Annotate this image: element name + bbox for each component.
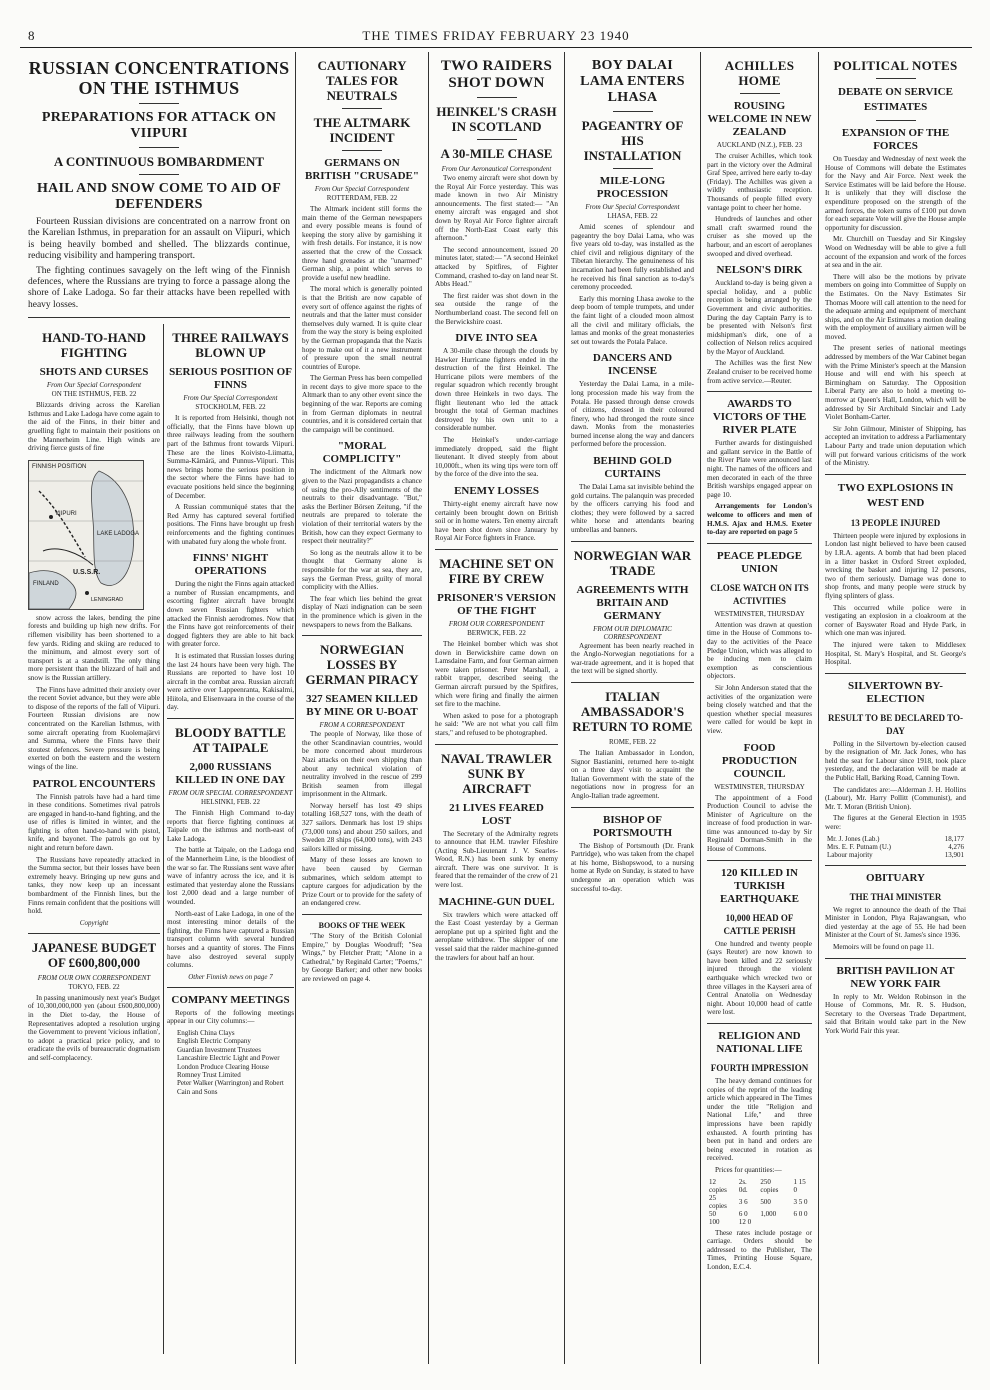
- headline: MACHINE SET ON FIRE BY CREW: [439, 555, 554, 586]
- section-head: DIVE INTO SEA: [455, 332, 538, 345]
- table-cell: 1 15 0: [793, 1177, 806, 1194]
- price-table: [707, 1178, 812, 1226]
- dateline: LHASA, FEB. 22: [607, 212, 658, 220]
- paragraph: Amid scenes of splendour and pageantry the boy Dalai Lama, who was five years old to-day, was installed as the chief civil and religious dignitary of the Tibetan hierarchy. The genuineness of his incarnation had been fully established and he received his final sanction as to-day's ceremony proceeded.: [571, 223, 694, 292]
- paragraph: The Bishop of Portsmouth (Dr. Frank Partridge), who was taken from the chapel at his home, Bishopswood, to a nursing home at Ryde on Sunday, is stated to have undergone an operation which was successful to-day.: [571, 841, 694, 893]
- dateline: ROME, FEB. 22: [608, 738, 657, 746]
- paragraph: The present series of national meetings addressed by members of the War Cabinet began with the Prime Minister's speech at the Mansion House and will end with his speech at Birmingham on Saturday. The Opposition Liberal Party are also to hold a meeting to-morrow at Queen's Hall, London, which will be addressed by Sir Archibald Sinclair and Lady Violet Bonham-Carter.: [825, 344, 966, 422]
- headline: CAUTIONARY TALES FOR NEUTRALS: [317, 58, 407, 103]
- paragraph: Yesterday the Dalai Lama, in a mile-long procession made his way from the Potala. He passed through dense crowds of citizens, dressed in their coloured finery, who had thronged the route since dawn. Monks from the monasteries burned incense along the way and dancers performed before the procession.: [571, 380, 694, 449]
- article-two-raiders: [431, 52, 562, 1364]
- paragraph: Two enemy aircraft were shot down by the Royal Air Force yesterday. This was made known in two Air Ministry announcements. The first stated:— "An enemy aircraft was engaged and shot down by Royal Air Force fighter aircraft off the North-East Coast early this afternoon.": [435, 174, 558, 243]
- section-head: EXPANSION OF THE FORCES: [841, 127, 950, 152]
- map-label: VIIPURI: [55, 510, 77, 517]
- table-row: [825, 851, 966, 859]
- headline: RUSSIAN CONCENTRATIONS ON THE ISTHMUS: [28, 58, 290, 98]
- column-rule: [818, 52, 819, 1364]
- subheadline: THE ALTMARK INCIDENT: [313, 115, 411, 145]
- paragraph: The fear which lies behind the great display of Nazi indignation can be seen in the prominence which is given in the newspapers to news from the Balkans.: [302, 594, 422, 629]
- subheadline: HEINKEL'S CRASH IN SCOTLAND: [436, 104, 557, 134]
- paragraph: Norway herself has lost 49 ships totalling 168,527 tons, with the death of 327 sailors. Denmark has lost 19 ships (73,000 tons) and about 250 sailors, and Sweden 28 ships (64,000 tons), with 243 sailors killed or missing.: [302, 801, 422, 853]
- subheadline: PRISONER'S VERSION OF THE FIGHT: [437, 591, 556, 617]
- headline: OBITUARY: [866, 871, 925, 884]
- divider: [302, 914, 422, 915]
- masthead: [20, 26, 972, 48]
- paragraph: The Italian Ambassador in London, Signor Bastianini, returned here to-night on a three days' visit to acquaint the Italian Government with the state of the negotiations now in progress for an Anglo-Italian trade agreement.: [571, 749, 694, 800]
- headline: HAND-TO-HAND FIGHTING: [42, 330, 146, 361]
- paragraph: Prices for quantities:—: [715, 1165, 782, 1174]
- dateline: ROTTERDAM, FEB. 22: [326, 194, 398, 202]
- dateline: WESTMINSTER, THURSDAY: [714, 609, 805, 618]
- table-cell: 12 copies: [709, 1177, 727, 1194]
- divider: [167, 987, 294, 988]
- paragraph: The first raider was shot down in the sea outside the range of the Northumberland coast. The second fell on the Berwickshire coast.: [435, 291, 558, 326]
- column-rule: [700, 52, 701, 1364]
- paragraph: So long as the neutrals allow it to be thought that Germany alone is responsible for the war at sea, they are, says the German Press, guilty of moral complicity with the Allies.: [302, 548, 422, 592]
- table-cell: 1,000: [760, 1209, 777, 1218]
- paragraph: We regret to announce the death of the Thai Minister in London, Phya Rajawangsan, who died yesterday at the age of 55. He had been Minister at the Court of St. James's since 1936.: [825, 905, 966, 940]
- table-cell: 25 copies: [709, 1193, 727, 1210]
- company-list: [177, 1029, 294, 1096]
- headline: FOOD PRODUCTION COUNCIL: [721, 741, 798, 780]
- subheadline: A CONTINUOUS BOMBARDMENT: [53, 154, 265, 169]
- subheadline: RESULT TO BE DECLARED TO-DAY: [828, 712, 963, 736]
- list-item: Lancashire Electric Light and Power: [177, 1054, 280, 1063]
- divider: [613, 168, 653, 169]
- headline: BOY DALAI LAMA ENTERS LHASA: [580, 58, 685, 105]
- headline: BLOODY BATTLE AT TAIPALE: [175, 725, 286, 756]
- table-cell: 6 0 0: [793, 1209, 808, 1218]
- list-item: Romney Trust Limited: [177, 1070, 241, 1079]
- divider: [435, 549, 558, 550]
- subheadline: SHOTS AND CURSES: [39, 366, 149, 379]
- paragraph: It is reported from Helsinki, though not officially, that the Finns have blown up three railways leading from the southern part of the Isthmus front towards Viipuri. These are the lines Koivisto-Liimatta, Summa-Kämärä, and Punnus-Viipuri. This news brings home the serious position in the sector where the Finns have had to evacuate positions held since the beginning of December.: [167, 414, 294, 500]
- list-item: English Electric Company: [177, 1037, 251, 1046]
- divider: [740, 93, 780, 94]
- map-label: LAKE LADOGA: [97, 530, 140, 537]
- headline: RELIGION AND NATIONAL LIFE: [716, 1030, 803, 1055]
- section-head: "MORAL COMPLICITY": [322, 440, 402, 466]
- subheadline: CLOSE WATCH ON ITS ACTIVITIES: [710, 582, 809, 606]
- table-cell: 100: [709, 1217, 720, 1226]
- dateline: TOKYO, FEB. 22: [68, 982, 120, 991]
- paragraph: The injured were taken to Middlesex Hospital, St. Mary's Hospital, and St. George's Hospital.: [825, 640, 966, 667]
- paragraph: The candidates are:—Alderman J. H. Hollins (Labour), Mr. Harry Pollitt (Communist), and Mr. T. Moran (British Union).: [825, 785, 966, 811]
- byline: FROM OUR OWN CORRESPONDENT: [37, 973, 151, 982]
- paragraph: The second announcement, issued 20 minutes later, stated:— "A second Heinkel attacked by Spitfires, of Fighter Command, crashed to-day on land near St. Abbs Head.": [435, 245, 558, 289]
- list-item: London Produce Clearing House: [177, 1062, 269, 1071]
- masthead-rule: [20, 47, 972, 48]
- map-label: FINNISH POSITION: [32, 463, 87, 470]
- paragraph: The appointment of a Food Production Council to advise the Minister of Agriculture on the increase of food production in war-time was announced to-day by Sir Reginald Dorman-Smith in the House of Commons.: [707, 793, 812, 854]
- divider: [825, 865, 966, 866]
- paragraph: "The Story of the British Colonial Empire," by Douglas Woodruff; "Sea Wings," by Fletcher Pratt; "Alone in a Cathedral," by Reginald Carter; "Poems," by George Barker; and other new books are reviewed on page 4.: [302, 932, 422, 983]
- paragraph: Sir John Anderson stated that the activities of the organization were being closely watched and that the question whether special measures were called for would be kept in view.: [707, 683, 812, 735]
- paragraph: In passing unanimously next year's Budget of 10,300,000,000 yen (about £600,800,000) in the Diet to-day, the House of Representatives adopted a resolution urging the Government to prevent 'vicious inflation', to adopt a practical price policy, and to eradicate the evils of bureaucratic dogmatism and self-complacency.: [28, 993, 160, 1062]
- table-cell: [791, 1218, 812, 1226]
- paragraph: In reply to Mr. Weldon Robinson in the House of Commons, Mr. R. S. Hudson, Secretary to the Overseas Trade Department, said that Britain would take part in the New York World Fair this year.: [825, 992, 966, 1035]
- table-cell: [758, 1218, 791, 1226]
- byline: FROM A CORRESPONDENT: [319, 721, 405, 730]
- paragraph: Thirteen people were injured by explosions in London last night believed to have been caused by I.R.A. agents. A bomb that had been placed in a litter basket in Oxford Street exploded, wrecking the basket and injuring 12 persons, two of them seriously. Damage was done to shop fronts, and many people were struck by flying splinters of glass.: [825, 531, 966, 600]
- paragraph: During the night the Finns again attacked a number of Russian encampments, and escorting fighter aircraft have brought down seven Russian fighters which attacked the Finnish aerodromes. Now that the Finns have got reinforcements of their dogged fighters they are able to hit back with greater force.: [167, 580, 294, 649]
- byline: FROM OUR DIPLOMATIC CORRESPONDENT: [593, 624, 672, 641]
- subheadline: FOURTH IMPRESSION: [710, 1063, 809, 1073]
- paragraph: snow across the lakes, bending the pine forests and building up high new drifts. For riflemen visibility has been shortened to a few yards. Riding and skiing are reduced to the minimum, and almost every sort of transport is at a standstill. The only thing more persistent than the blizzard of hail and snow is the Russian artillery.: [28, 613, 160, 682]
- paragraph: Mr. Churchill on Tuesday and Sir Kingsley Wood on Wednesday will be able to give a full account of the expansion and work of the forces at sea and in the air.: [825, 235, 966, 270]
- divider: [707, 391, 812, 392]
- divider: [139, 174, 179, 175]
- paragraph: Arrangements for London's welcome to officers and men of H.M.S. Ajax and H.M.S. Exeter to-day are reported on page 5: [707, 502, 812, 537]
- subheadline: 2,000 RUSSIANS KILLED IN ONE DAY: [175, 761, 286, 787]
- subheadline: 13 PEOPLE INJURED: [850, 517, 941, 528]
- headline: NORWEGIAN WAR TRADE: [573, 547, 692, 578]
- paragraph: The Heinkel bomber which was shot down in Berwickshire came down on Lamsdaine Farm, and four German airmen were taken prisoner. Peter Marshall, a rabbit trapper, described seeing the German aircraft pursued by the Spitfires, which were firing and finally the airmen set fire to the machine.: [435, 639, 558, 709]
- divider: [707, 543, 812, 544]
- paragraph: The figures at the General Election in 1935 were:: [825, 814, 966, 832]
- headline: TWO RAIDERS SHOT DOWN: [440, 58, 553, 91]
- divider: [342, 108, 382, 109]
- paragraph: Hundreds of launches and other small craft swarmed round the cruiser as she moved up the harbour, and an escort of aeroplanes swooped and dived overhead.: [707, 215, 812, 258]
- headline: NORWEGIAN LOSSES BY GERMAN PIRACY: [305, 642, 419, 688]
- table-cell: 250 copies: [760, 1177, 779, 1194]
- divider: [571, 807, 694, 808]
- byline: From Our Aeronautical Correspondent: [441, 165, 552, 173]
- newspaper-title: THE TIMES FRIDAY FEBRUARY 23 1940: [362, 28, 630, 43]
- divider: [139, 103, 179, 104]
- paragraph: A Russian communiqué states that the Red Army has captured several fortified positions. The Finns have brought up fresh reinforcements and the fighting continues with unabated fury along the whole front.: [167, 503, 294, 546]
- table-cell: Mr. J. Jones (Lab.): [827, 834, 880, 843]
- headline: THREE RAILWAYS BLOWN UP: [172, 330, 289, 361]
- paragraph: Memoirs will be found on page 11.: [833, 943, 934, 951]
- divider: [571, 682, 694, 683]
- paragraph: Thirty-eight enemy aircraft have now certainly been brought down on British soil or in home waters. Ten enemy aircraft have been shot down since January by Royal Air Force fighters in France.: [435, 500, 558, 543]
- headline: ACHILLES HOME: [724, 58, 795, 88]
- table-cell: 6 0: [738, 1209, 748, 1218]
- paragraph: Agreement has been nearly reached in the Anglo-Norwegian negotiations for a war-trade agreement, and it is hoped that the text will be signed shortly.: [571, 641, 694, 676]
- article-russian-concentrations: [24, 52, 294, 1364]
- section-head: COMPANY MEETINGS: [171, 993, 290, 1006]
- table-row: [707, 1210, 812, 1218]
- byline: FROM OUR CORRESPONDENT: [448, 619, 545, 628]
- divider: [613, 111, 653, 112]
- election-results-table: [825, 835, 966, 859]
- page-number: 8: [28, 28, 35, 43]
- map-label: LENINGRAD: [91, 596, 124, 603]
- divider: [571, 541, 694, 542]
- divider: [825, 474, 966, 475]
- byline: FROM OUR SPECIAL CORRESPONDENT: [168, 789, 293, 798]
- map-label: U.S.S.R.: [73, 568, 101, 576]
- cross-reference: Other Finnish news on page 7: [188, 972, 273, 981]
- headline: ITALIAN AMBASSADOR'S RETURN TO ROME: [572, 689, 693, 734]
- dateline: AUCKLAND (N.Z.), FEB. 23: [716, 141, 803, 149]
- paragraph: Sir John Gilmour, Minister of Shipping, has accepted an invitation to address a Parliamentary Labour Party and trade union deputation which will put forward various criticisms of the work of the Ministry.: [825, 424, 966, 468]
- table-cell: 4,276: [948, 842, 964, 851]
- subheadline: GERMANS ON BRITISH "CRUSADE": [305, 157, 419, 182]
- paragraph: The Altmark incident still forms the main theme of the German newspapers and every possible means is found of keeping the story alive by garnishing it with fresh details. For instance, it is now asserted that the crew of the Cossack threw hand grenades at the "unarmed" German ship, a point which serves to provide a useful new headline.: [302, 205, 422, 282]
- byline: From Our Special Correspondent: [46, 381, 142, 390]
- headline: NAVAL TRAWLER SUNK BY AIRCRAFT: [441, 750, 552, 796]
- subheadline: THE THAI MINISTER: [849, 891, 942, 902]
- subheadline: DEBATE ON SERVICE ESTIMATES: [838, 86, 953, 113]
- divider: [139, 147, 179, 148]
- divider: [876, 120, 916, 121]
- column-rule: [428, 52, 429, 1364]
- paragraph: This occurred while police were in vestigating an explosion in a cloakroom at the corner of Bayswater Road and Hyde Park, in which one man was injured.: [825, 603, 966, 638]
- divider: [435, 744, 558, 745]
- paragraph: Auckland to-day is being given a special holiday, and a public reception is being arranged by the Government and civic authorities. During the day Captain Parry is to be presented with Nelson's first midshipman's dirk, one of a collection of Nelson relics acquired by the Mayor of Auckland.: [707, 279, 812, 356]
- section-head: MILE-LONG PROCESSION: [596, 175, 669, 200]
- table-cell: 50: [709, 1209, 716, 1218]
- paragraph: Attention was drawn at question time in the House of Commons to-day to the activities of the Peace Pledge Union, which was alleged to be inducing men to claim exemption as conscientious objectors.: [707, 620, 812, 681]
- map-label: FINLAND: [33, 580, 59, 587]
- section-head: FINNS' NIGHT OPERATIONS: [192, 552, 269, 578]
- paragraph: The Finnish patrols have had a hard time in these conditions. Sometimes rival patrols are engaged in hand-to-hand fighting, and the use of rifles is limited in winter, and the fighting is often hand-to-hand with pistol, knife, and bayonet. The patrols go out by night and return before dawn.: [28, 792, 160, 853]
- paragraph: The battle at Taipale, on the Ladoga end of the Mannerheim Line, is the bloodiest of the war so far. The Russians sent wave after wave of infantry across the ice, and it is estimated that yesterday alone the Russians lost 2,000 dead and a large number of wounded.: [167, 846, 294, 906]
- headline: PEACE PLEDGE UNION: [716, 549, 803, 575]
- dateline: HELSINKI, FEB. 22: [200, 798, 261, 807]
- paragraph: Blizzards driving across the Karelian Isthmus and Lake Ladoga have come again to the aid of the Finns, in their bitter and gruelling fight to maintain their positions on the Mannerheim Line. High winds are driving fierce gusts of fine: [28, 401, 160, 453]
- paragraph: The indictment of the Altmark now given to the Nazi propagandists a chance of using the pro-Ally sentiments of the neutrals to their disadvantage. "But," asks the Berliner Börsen Zeitung, "if the neutrals are prepared to tolerate the violation of their territorial waters by the British, how can they expect Germany to respect their neutrality?": [302, 468, 422, 546]
- article-hand-to-hand: [28, 324, 160, 1354]
- table-cell: 13,901: [944, 850, 964, 859]
- subheadline: AGREEMENTS WITH BRITAIN AND GERMANY: [576, 583, 689, 622]
- paragraph: Six trawlers which were attacked off the East Coast yesterday by a German aeroplane put up a spirited fight and the aeroplane withdrew. The skipper of one vessel said that the raider machine-gunned the trawlers for about half an hour.: [435, 910, 558, 962]
- column-rule: [163, 324, 164, 1354]
- paragraph: One hundred and twenty people (says Reuter) are now known to have been killed and 22 seriously injured through the violent earthquake which wrecked two or three villages in the Kayseri area of Central Anatolia on Wednesday night. About 10,000 head of cattle were lost.: [707, 939, 812, 1017]
- headline: JAPANESE BUDGET OF £600,800,000: [31, 939, 157, 970]
- article-political-notes: [821, 52, 970, 1364]
- dateline: STOCKHOLM, FEB. 22: [195, 403, 266, 412]
- article-cautionary-tales: [298, 52, 426, 1364]
- table-row: [707, 1218, 812, 1226]
- section-head: DANCERS AND INCENSE: [592, 352, 673, 378]
- isthmus-map: [28, 460, 144, 610]
- section-head: A 30-MILE CHASE: [440, 146, 553, 161]
- subheadline: HAIL AND SNOW COME TO AID OF DEFENDERS: [36, 181, 282, 212]
- article-dalai-lama: [567, 52, 698, 1364]
- divider: [167, 718, 294, 719]
- headline: AWARDS TO VICTORS OF THE RIVER PLATE: [712, 398, 807, 437]
- paragraph: The Russians have repeatedly attacked in the Summa sector, but their losses have been extremely heavy. Bringing up new guns and tanks, they now keep up an incessant bombardment of the Finnish lines, but the Finns remain confident that the positions will hold.: [28, 855, 160, 916]
- section-head: BEHIND GOLD CURTAINS: [593, 455, 672, 481]
- paragraph: The Achilles was the first New Zealand cruiser to be received home from active service.—Reuter.: [707, 359, 812, 385]
- divider: [825, 958, 966, 959]
- dateline: BERWICK, FEB. 22: [467, 628, 526, 637]
- subheadline: 10,000 HEAD OF CATTLE PERISH: [723, 912, 796, 936]
- subheadline: ROUSING WELCOME IN NEW ZEALAND: [707, 100, 812, 138]
- column-rule: [564, 52, 565, 1364]
- table-row: [825, 835, 966, 843]
- table-row: [707, 1194, 812, 1210]
- divider: [707, 860, 812, 861]
- list-item: Guardian Investment Trustees: [177, 1045, 261, 1054]
- table-cell: 3 5 0: [793, 1197, 808, 1206]
- byline: From Our Special Correspondent: [585, 203, 680, 211]
- paragraph: Many of these losses are known to have been caused by German submarines, which seldom attempt to capture cargoes for adjudication by the Prize Court or to provide for the safety of an endangered crew.: [302, 856, 422, 908]
- byline: From Our Special Correspondent: [314, 185, 410, 193]
- divider: [477, 139, 517, 140]
- table-cell: 500: [760, 1197, 771, 1206]
- headline: 120 KILLED IN TURKISH EARTHQUAKE: [719, 866, 800, 905]
- paragraph: It is estimated that Russian losses during the last 24 hours have been very high. The Russians are reported to have lost 10 aircraft in the combat area. Russian aircraft were active over Lappeenranta, Kakisalmi, Hiitola, and Elisenvaara in the course of the day.: [167, 651, 294, 712]
- headline: POLITICAL NOTES: [833, 58, 958, 73]
- table-cell: 12 0: [738, 1217, 752, 1226]
- column-rule: [295, 52, 296, 1364]
- paragraph: The heavy demand continues for copies of the reprint of the leading article which appeared in The Times under the title "Religion and National Life," and three impressions have been rapidly exhausted. A fourth printing has been put in hand and orders are being executed in rotation as received.: [707, 1077, 812, 1163]
- paragraph: The German Press has been compelled in recent days to give more space to the Altmark than to any other event since the beginning of the war. Reports are coming in from German diplomats in neutral countries, and it is considered certain that the campaign will be continued.: [302, 374, 422, 434]
- divider: [876, 78, 916, 79]
- headline: SILVERTOWN BY-ELECTION: [848, 679, 943, 705]
- subheadline: 21 LIVES FEARED LOST: [449, 801, 544, 827]
- headline: BRITISH PAVILION AT NEW YORK FAIR: [836, 964, 955, 990]
- paragraph: The Dalai Lama sat invisible behind the gold curtains. The palanquin was preceded by the officers carrying his food and clothes; they were followed by a sacred white horse and attendants bearing umbrellas and banners.: [571, 483, 694, 535]
- byline: From Our Special Correspondent: [183, 394, 278, 403]
- paragraph: There will also be the motions by private members on going into Committee of Supply on the Estimates. On the Navy Estimates Sir Thomas Moore will call attention to the need for the adequate arming and equipment of merchant ships, and on the Air Estimates a motion dealing with the employment of auxiliary airmen will be moved.: [825, 272, 966, 341]
- divider: [302, 635, 422, 636]
- paragraph: Reports of the following meetings appear in our City columns:—: [167, 1008, 294, 1026]
- section-head: NELSON'S DIRK: [716, 264, 803, 277]
- subheadline: 327 SEAMEN KILLED BY MINE OR U-BOAT: [306, 693, 418, 719]
- table-cell: 3 6: [738, 1197, 748, 1206]
- paragraph: The Finnish High Command to-day reports that fierce fighting continues at Taipale on the isthmus and north-east of Lake Ladoga.: [167, 809, 294, 843]
- paragraph: A 30-mile chase through the clouds by Hawker Hurricane fighters ended in the destruction of the first Heinkel. The Hurricane pilots were members of the regular squadron which recently brought down three Heinkels in two days. The flight lieutenant who led the attack brought the total of German machines destroyed by his own unit to a considerable number.: [435, 347, 558, 433]
- article-three-railways: [167, 324, 294, 1354]
- lede-paragraph: The fighting continues savagely on the left wing of the Finnish defences, where the Russians are trying to force a passage along the shore of Lake Ladoga. So far their attacks have been repelled with heavy losses.: [28, 265, 290, 310]
- dateline: WESTMINSTER, THURSDAY: [714, 782, 805, 791]
- section-head: BISHOP OF PORTSMOUTH: [592, 813, 673, 839]
- article-achilles-home: [703, 52, 816, 1364]
- list-item: English China Clays: [177, 1028, 235, 1037]
- subheadline: PREPARATIONS FOR ATTACK ON VIIPURI: [41, 110, 277, 141]
- paragraph: Further awards for distinguished and gallant service in the Battle of the River Plate were announced last night. The names of the officers and men decorated in each of the three British warships engaged appear on page 10.: [707, 439, 812, 499]
- table-cell: Mrs. E. F. Putnam (U.): [827, 842, 891, 851]
- section-head: MACHINE-GUN DUEL: [438, 895, 555, 908]
- divider: [28, 933, 160, 934]
- subheadline: SERIOUS POSITION OF FINNS: [169, 366, 292, 392]
- paragraph: The Heinkel's under-carriage immediately dropped, said the flight lieutenant. It dived steeply from about 10,000ft., when its wing tips were torn off by the force of the dive into the sea.: [435, 436, 558, 479]
- table-cell: 18,177: [944, 834, 964, 843]
- table-cell: Labour majority: [827, 850, 873, 859]
- divider: [707, 1023, 812, 1024]
- paragraph: Polling in the Silvertown by-election caused by the resignation of Mr. Jack Jones, who has held the seat for Labour since 1918, took place yesterday, and the declaration will be made at the Public Hall, Barking Road, Canning Town.: [825, 739, 966, 783]
- paragraph: The moral which is generally pointed is that the British are now capable of every sort of offence against the rights of neutrals and that the latter must consider themselves duly warned. It is quite clear from the way the story is being exploited by the German propaganda that the Nazis hope to make out of it a new instrument of pressure upon the small neutral countries of Europe.: [302, 285, 422, 371]
- paragraph: The Secretary of the Admiralty regrets to announce that H.M. trawler Fifeshire (Acting Sub-Lieutenant J. V. Searles-Wood, R.N.) has been sunk by enemy aircraft. There was one survivor. It is feared that the remainder of the crew of 21 were lost.: [435, 829, 558, 890]
- divider: [477, 97, 517, 98]
- divider: [28, 317, 290, 318]
- paragraph: North-east of Lake Ladoga, in one of the most interesting minor details of the fighting, the Finns have captured a Russian transport column with several hundred horses and a quantity of stores. The Finns have also destroyed several supply columns.: [167, 909, 294, 970]
- paragraph: When asked to pose for a photograph he said: "We are not what you call film stars," and refused to be photographed.: [435, 711, 558, 737]
- subheadline: PAGEANTRY OF HIS INSTALLATION: [581, 118, 684, 163]
- table-row: [825, 843, 966, 851]
- table-cell: 2s. 0d.: [738, 1177, 748, 1194]
- paragraph: On Tuesday and Wednesday of next week the House of Commons will debate the Estimates for the Navy and Air Force. Next week the Service Estimates will be laid before the House. It is unlikely that they will disclose the expenditure proposed on the strength of the armed forces, the token sums of £100 put down for each separate Vote will give the House ample opportunity for discussion.: [825, 155, 966, 232]
- divider: [825, 673, 966, 674]
- lede: [28, 217, 290, 311]
- list-item: Peter Walker (Warrington) and Robert Cain and Sons: [177, 1079, 284, 1096]
- copyright-note: Copyright: [79, 918, 109, 927]
- paragraph: Early this morning Lhasa awoke to the deep boom of temple trumpets, and under the faint light of a clouded moon almost all the civil and military officials, the lamas and monks of the great monasteries set out towards the Potala Palace.: [571, 294, 694, 346]
- paragraph: These rates include postage or carriage. Orders should be addressed to the Publisher, The Times, Printing House Square, London, E.C.4.: [707, 1228, 812, 1271]
- paragraph: The cruiser Achilles, which took part in the victory over the Admiral Graf Spee, arrived here early to-day (Friday). The Achilles was given a wildly enthusiastic reception. Thousands of people filled every vantage point to cheer her home.: [707, 152, 812, 212]
- lede-paragraph: Fourteen Russian divisions are concentrated on a narrow front on the Karelian Isthmus, in preparation for an assault on Viipuri, which is being heavily bombed and shelled. The blizzards continue, reducing visibility and hampering transport.: [28, 217, 290, 262]
- dateline: ON THE ISTHMUS, FEB. 22: [51, 390, 137, 399]
- headline: TWO EXPLOSIONS IN WEST END: [837, 481, 954, 509]
- paragraph: The Finns have admitted their anxiety over the recent Soviet advance, but they were able to dispose of the reports of the fall of Viipuri. Fourteen Russian divisions are now concentrated on the Karelian Isthmus, with some aircraft operating from Kuolemajärvi and Summa, where the Finns have their stoutest defences. Severe pressure is being exerted on both the eastern and the western wings of the line.: [28, 685, 160, 771]
- table-row: [707, 1178, 812, 1194]
- section-head: ENEMY LOSSES: [454, 485, 539, 497]
- section-head: BOOKS OF THE WEEK: [318, 921, 406, 930]
- paragraph: The people of Norway, like those of the other Scandinavian countries, would be more concerned about murderous Nazi attacks on their own shipping than about any technical violation of neutrality involved in the rescue of 299 British seamen from illegal imprisonment in the Altmark.: [302, 730, 422, 799]
- section-head: PATROL ENCOUNTERS: [32, 777, 156, 790]
- divider: [342, 150, 382, 151]
